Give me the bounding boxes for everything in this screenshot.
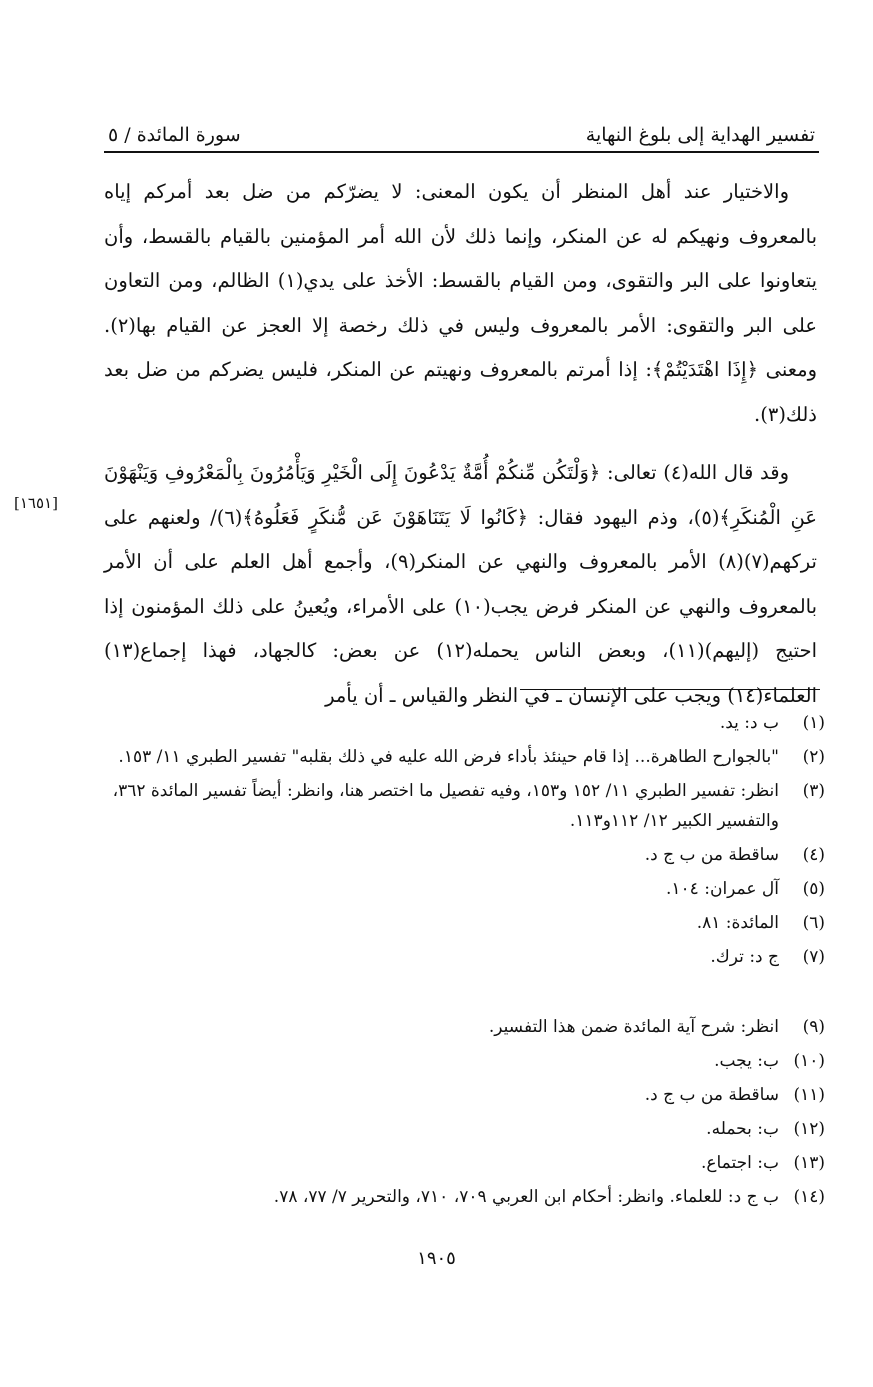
footnote — [104, 708, 825, 738]
footnote-rule — [520, 689, 820, 690]
footnote-number: (٣) — [802, 781, 825, 801]
footnote-number: (٥) — [802, 879, 825, 899]
running-head — [108, 112, 815, 146]
footnote — [104, 840, 825, 870]
footnote — [104, 1012, 825, 1042]
footnote-number: (١٢) — [793, 1119, 825, 1139]
footnote-number: (١٣) — [793, 1153, 825, 1173]
footnote — [104, 1080, 825, 1110]
main-text — [104, 170, 817, 726]
footnote-text: انظر: تفسير الطبري ١١/ ١٥٢ و١٥٣، وفيه تفصيل ما اختصر هنا، وانظر: أيضاً تفسير المائدة ٣٦٢، والتفسير الكبير ١٢/ ١١٢و١١٣. — [112, 781, 779, 831]
footnote-text: ب: بحمله. — [706, 1119, 779, 1139]
book-title: تفسير الهداية إلى بلوغ النهاية — [585, 124, 815, 146]
footnote-number: (١١) — [793, 1085, 825, 1105]
footnote-number: (٤) — [802, 845, 825, 865]
footnote-text: المائدة: ٨١. — [696, 913, 779, 933]
footnote-number: (٦) — [802, 913, 825, 933]
footnote — [104, 874, 825, 904]
footnote — [104, 1182, 825, 1212]
header-rule — [104, 151, 819, 153]
footnote-number: (٢) — [802, 747, 825, 767]
footnote-text: ج د: ترك. — [710, 947, 779, 967]
footnote — [104, 1148, 825, 1178]
footnote-text: ساقطة من ب ج د. — [644, 1085, 779, 1105]
footnote — [104, 776, 825, 836]
footnote-text: انظر: شرح آية المائدة ضمن هذا التفسير. — [488, 1017, 779, 1037]
manuscript-folio-marker: [١٦٥١] — [14, 494, 58, 512]
footnote-gap — [104, 976, 825, 1012]
footnote-text: "بالجوارح الطاهرة... إذا قام حينئذ بأداء فرض الله عليه في ذلك بقلبه" تفسير الطبري ١١/ ١٥٣. — [118, 747, 779, 767]
footnote-number: (١٠) — [793, 1051, 825, 1071]
surah-label: سورة المائدة / ٥ — [108, 124, 241, 146]
footnote-text: ب ج د: للعلماء. وانظر: أحكام ابن العربي ٧٠٩، ٧١٠، والتحرير ٧/ ٧٧، ٧٨. — [273, 1187, 779, 1207]
footnote — [104, 1046, 825, 1076]
footnote-text: ب: يجب. — [714, 1051, 779, 1071]
footnote — [104, 908, 825, 938]
footnote-text: ب د: يد. — [719, 713, 779, 733]
footnote-number: (٧) — [802, 947, 825, 967]
footnote — [104, 1114, 825, 1144]
paragraph: والاختيار عند أهل المنظر أن يكون المعنى: لا يضرّكم من ضل بعد أمركم إياه بالمعروف ونهيكم له عن المنكر، وإنما ذلك لأن الله أمر المؤمنين بالقيام بالقسط، وأن يتعاونوا على البر والتقوى، ومن القيام بالقسط: الأخذ على يدي(١) الظالم، ومن التعاون على البر والتقوى: الأمر بالمعروف وليس في ذلك رخصة إلا العجز عن القيام بها(٢). ومعنى ﴿إِذَا اهْتَدَيْتُمْ﴾: إذا أمرتم بالمعروف ونهيتم عن المنكر، فليس يضركم من ضل بعد ذلك(٣). — [104, 180, 818, 426]
footnote-number: (١) — [802, 713, 825, 733]
footnote-number: (٩) — [802, 1017, 825, 1037]
paragraph: وقد قال الله(٤) تعالى: ﴿وَلْتَكُن مِّنكُمْ أُمَّةٌ يَدْعُونَ إِلَى الْخَيْرِ وَيَأْمُرُونَ بِالْمَعْرُوفِ وَيَنْهَوْنَ عَنِ الْمُنكَرِ﴾(٥)، وذم اليهود فقال: ﴿كَانُوا لَا يَتَنَاهَوْنَ عَن مُّنكَرٍ فَعَلُوهُ﴾(٦)/ ولعنهم على تركهم(٧)(٨) الأمر بالمعروف والنهي عن المنكر(٩)، وأجمع أهل العلم على أن الأمر بالمعروف والنهي عن المنكر فرض يجب(١٠) على الأمراء، ويُعينُ على ذلك المؤمنون إذا احتيج (إليهم)(١١)، وبعض الناس يحمله(١٢) عن بعض: كالجهاد، فهذا إجماع(١٣) العلماء(١٤) ويجب على الإنسان ـ في النظر والقياس ـ أن يأمر — [104, 461, 818, 707]
footnote-text: ب: اجتماع. — [700, 1153, 779, 1173]
footnote-number: (١٤) — [793, 1187, 825, 1207]
footnote — [104, 942, 825, 972]
footnotes — [104, 708, 825, 1216]
page-number: ١٩٠٥ — [417, 1248, 456, 1269]
footnote-text: ساقطة من ب ج د. — [644, 845, 779, 865]
footnote-text: آل عمران: ١٠٤. — [666, 879, 779, 899]
footnote — [104, 742, 825, 772]
